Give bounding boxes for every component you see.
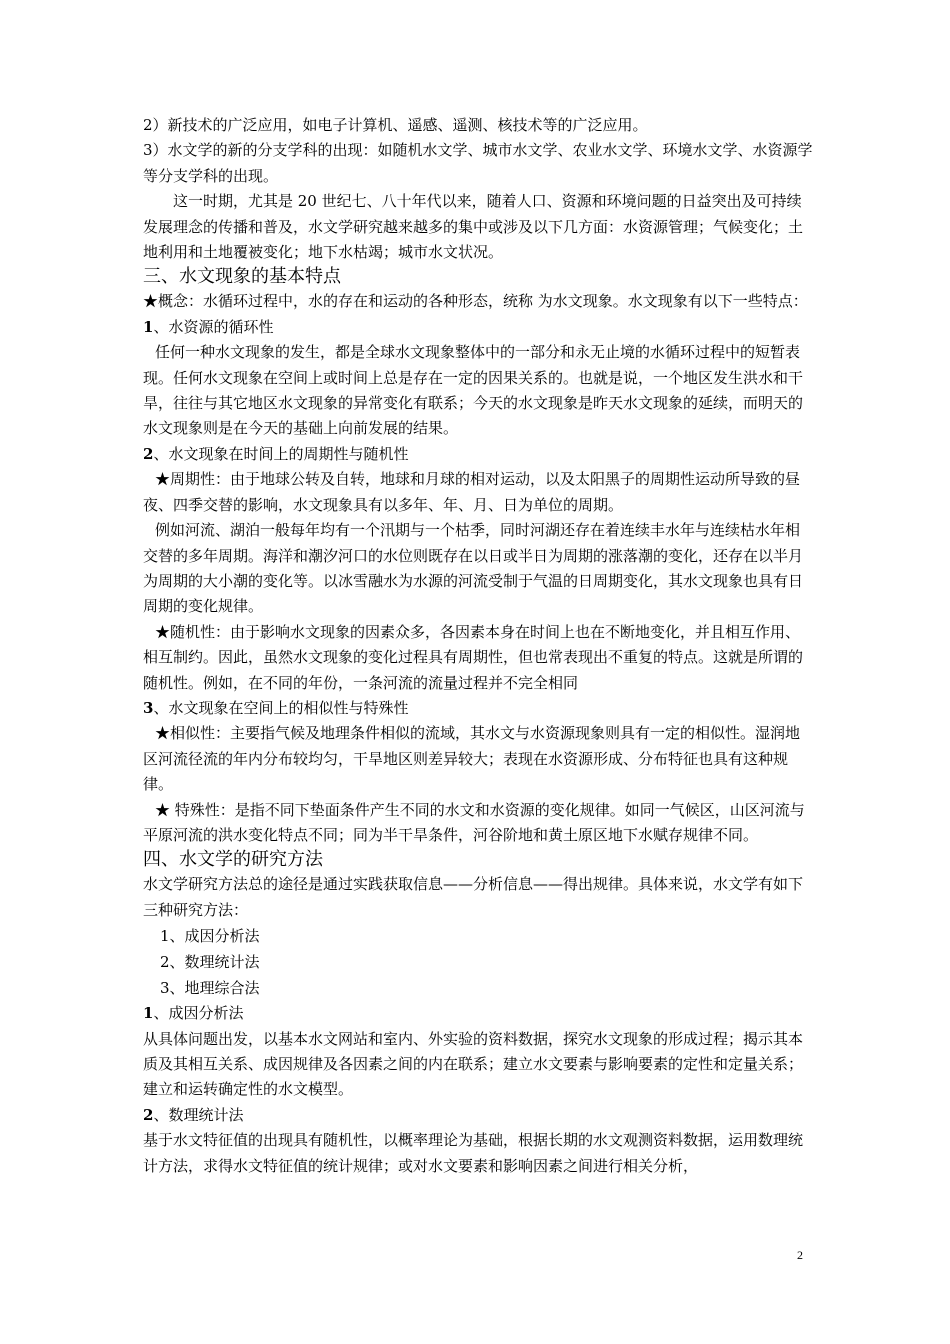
paragraph-periodicity-example: 例如河流、湖泊一般每年均有一个汛期与一个枯季，同时河湖还存在着连续丰水年与连续枯水年相交替的多年周期。海洋和潮汐河口的水位则既存在以日或半日为周期的涨落潮的变化，还存在以半月为周期的大小潮的变化等。以冰雪融水为水源的河流受制于气温的日周期变化，其水文现象也具有日周期的变化规律。 [143,521,804,616]
paragraph-methods-intro: 水文学研究方法总的途径是通过实践获取信息——分析信息——得出规律。具体来说，水文学有如下三种研究方法： [143,875,804,919]
subheading-text: 、水文现象在空间上的相似性与特殊性 [153,698,409,717]
subheading-text: 、水文现象在时间上的周期性与随机性 [153,444,409,463]
paragraph-circulation: 任何一种水文现象的发生，都是全球水文现象整体中的一部分和永无止境的水循环过程中的短暂表现。任何水文现象在空间上或时间上总是存在一定的因果关系的。也就是说，一个地区发生洪水和干旱，往往与其它地区水文现象的异常变化有联系；今天的水文现象是昨天水文现象的延续，而明天的水文现象则是在今天的基础上向前发展的结果。 [143,343,804,438]
page-number: 2 [797,1248,803,1262]
paragraph-new-technology: 2）新技术的广泛应用，如电子计算机、遥感、遥测、核技术等的广泛应用。 [143,116,648,134]
paragraph-similarity: ★相似性：主要指气候及地理条件相似的流域，其水文与水资源现象则具有一定的相似性。湿润地区河流径流的年内分布较均匀，干旱地区则差异较大；表现在水资源形成、分布特征也具有这种规律。 [143,724,801,794]
subheading-number: 1 [143,317,154,336]
paragraph-randomness: ★随机性：由于影响水文现象的因素众多，各因素本身在时间上也在不断地变化，并且相互作用、相互制约。因此，虽然水文现象的变化过程具有周期性，但也常表现出不重复的特点。这就是所谓的随机性。例如，在不同的年份，一条河流的流量过程并不完全相同 [143,622,804,692]
paragraph-new-branches: 3）水文学的新的分支学科的出现：如随机水文学、城市水文学、农业水文学、环境水文学、水资源学等分支学科的出现。 [143,141,813,185]
subheading-text: 、数理统计法 [153,1105,244,1124]
concept-paragraph: ★概念：水循环过程中，水的存在和运动的各种形态，统称 为水文现象。水文现象有以下一些特点： [143,292,808,311]
paragraph-statistics: 基于水文特征值的出现具有随机性，以概率理论为基础，根据长期的水文观测资料数据，运用数理统计方法，求得水文特征值的统计规律；或对水文要素和影响因素之间进行相关分析， [143,1131,804,1175]
methods-list [143,923,813,1001]
paragraph-recent-period: 这一时期，尤其是 20 世纪七、八十年代以来，随着人口、资源和环境问题的日益突出及可持续发展理念的传播和普及，水文学研究越来越多的集中或涉及以下几方面：水资源管理；气候变化；土地利用和土地覆被变化；地下水枯竭；城市水文状况。 [143,192,804,262]
subheading-causal-analysis [143,1001,813,1026]
subheading-number: 2 [143,1105,154,1124]
list-item: 3、地理综合法 [160,979,260,998]
document-page [143,113,813,1179]
subheading-number: 1 [143,1004,154,1023]
subheading-similarity [143,696,813,721]
subheading-text: 、水资源的循环性 [153,317,274,336]
subheading-text: 、成因分析法 [153,1004,244,1023]
paragraph-specificity: ★ 特殊性：是指不同下垫面条件产生不同的水文和水资源的变化规律。如同一气候区，山区河流与平原河流的洪水变化特点不同；同为半干旱条件，河谷阶地和黄土原区地下水赋存规律不同。 [143,800,805,844]
paragraph-causal-analysis: 从具体问题出发，以基本水文网站和室内、外实验的资料数据，探究水文现象的形成过程；揭示其本质及其相互关系、成因规律及各因素之间的内在联系；建立水文要素与影响要素的定性和定量关系；建立和运转确定性的水文模型。 [143,1029,804,1099]
paragraph-periodicity: ★周期性：由于地球公转及自转，地球和月球的相对运动，以及太阳黑子的周期性运动所导致的昼夜、四季交替的影响，水文现象具有以多年、年、月、日为单位的周期。 [143,470,801,514]
subheading-circulation [143,315,813,340]
subheading-number: 3 [143,698,154,717]
subheading-number: 2 [143,444,154,463]
list-item: 2、数理统计法 [160,953,260,972]
list-item: 1、成因分析法 [160,927,260,946]
subheading-statistics [143,1103,813,1128]
section-heading-3: 三、水文现象的基本特点 [143,266,341,288]
subheading-periodicity [143,442,813,467]
section-heading-4: 四、水文学的研究方法 [143,849,323,871]
